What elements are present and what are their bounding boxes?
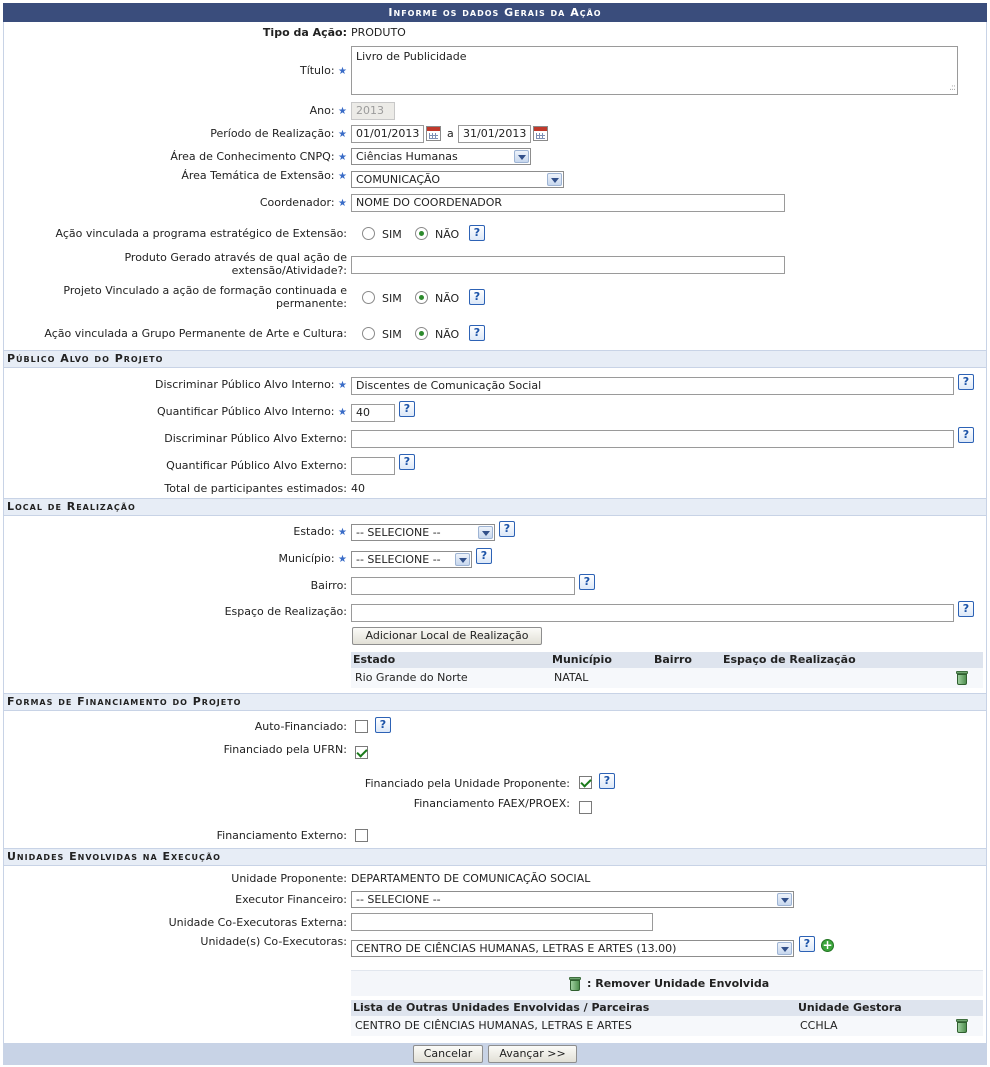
publico-interno-label: Discriminar Público Alvo Interno: ★ <box>155 378 347 391</box>
publico-externo-input[interactable] <box>351 430 954 448</box>
unidade-proponente-fin-label: Financiado pela Unidade Proponente: <box>364 777 570 790</box>
projeto-sim-text: SIM <box>382 292 402 305</box>
executor-select[interactable]: -- SELECIONE -- <box>351 891 794 908</box>
help-icon[interactable]: ? <box>399 401 415 417</box>
coexec-label: Unidade(s) Co-Executoras: <box>200 935 347 948</box>
legend-text: : Remover Unidade Envolvida <box>587 977 770 990</box>
trash-icon[interactable] <box>955 671 969 685</box>
required-star: ★ <box>338 198 347 209</box>
grupo-sim-radio[interactable] <box>362 327 375 340</box>
row-municipio: NATAL <box>554 671 589 684</box>
help-icon[interactable]: ? <box>958 374 974 390</box>
col-gestora: Unidade Gestora <box>798 1001 902 1014</box>
tipo-label: Tipo da Ação: <box>262 26 347 39</box>
qtd-interno-label: Quantificar Público Alvo Interno: ★ <box>156 405 347 418</box>
total-label: Total de participantes estimados: <box>164 482 347 495</box>
local-table-header <box>351 652 983 668</box>
ufrn-checkbox[interactable] <box>355 746 368 759</box>
projeto-label: Projeto Vinculado a ação de formação continuada e permanente: <box>63 284 347 310</box>
periodo-fim-input[interactable]: 31/01/2013 <box>458 125 531 143</box>
row-gestora: CCHLA <box>800 1019 838 1032</box>
trash-icon <box>568 977 582 991</box>
periodo-label: Período de Realização: ★ <box>210 127 347 140</box>
table-row <box>351 1016 983 1036</box>
tipo-value: PRODUTO <box>351 26 406 39</box>
bairro-input[interactable] <box>351 577 575 595</box>
proponente-label: Unidade Proponente: <box>231 872 347 885</box>
unidades-table-header <box>351 1000 983 1016</box>
legend-bar <box>351 970 983 996</box>
resize-grip-icon[interactable]: .:: <box>949 83 955 93</box>
section-publico: Público Alvo do Projeto <box>4 350 986 368</box>
espaco-input[interactable] <box>351 604 954 622</box>
coordenador-input[interactable]: NOME DO COORDENADOR <box>351 194 785 212</box>
form-caption: Informe os dados Gerais da Ação <box>3 3 987 22</box>
publico-interno-input[interactable]: Discentes de Comunicação Social <box>351 377 954 395</box>
faex-label: Financiamento FAEX/PROEX: <box>413 797 570 810</box>
externo-checkbox[interactable] <box>355 829 368 842</box>
required-star: ★ <box>338 171 347 182</box>
estado-label: Estado: ★ <box>293 525 347 538</box>
add-unit-icon[interactable]: + <box>822 938 833 952</box>
periodo-inicio-input[interactable]: 01/01/2013 <box>351 125 424 143</box>
cancel-button[interactable]: Cancelar <box>413 1045 483 1063</box>
ano-label: Ano: ★ <box>309 104 347 117</box>
chevron-down-icon[interactable] <box>455 553 470 566</box>
help-icon[interactable]: ? <box>399 454 415 470</box>
help-icon[interactable]: ? <box>599 773 615 789</box>
section-local: Local de Realização <box>4 498 986 516</box>
table-row <box>351 668 983 688</box>
adicionar-local-button[interactable]: Adicionar Local de Realização <box>352 627 542 645</box>
projeto-nao-radio[interactable] <box>415 291 428 304</box>
municipio-select[interactable]: -- SELECIONE -- <box>351 551 472 568</box>
col-bairro: Bairro <box>654 653 692 666</box>
col-lista: Lista de Outras Unidades Envolvidas / Parceiras <box>353 1001 650 1014</box>
area-tematica-label: Área Temática de Extensão: ★ <box>181 169 347 182</box>
required-star: ★ <box>338 129 347 140</box>
qtd-interno-input[interactable]: 40 <box>351 404 395 422</box>
area-cnpq-select[interactable]: Ciências Humanas <box>351 148 531 165</box>
help-icon[interactable]: ? <box>375 717 391 733</box>
externo-fin-label: Financiamento Externo: <box>216 829 347 842</box>
espaco-label: Espaço de Realização: <box>224 605 347 618</box>
produto-input[interactable] <box>351 256 785 274</box>
help-icon[interactable]: ? <box>958 601 974 617</box>
coexec-externa-input[interactable] <box>351 913 653 931</box>
help-icon[interactable]: ? <box>958 427 974 443</box>
grupo-nao-text: NÃO <box>435 328 460 341</box>
help-icon[interactable]: ? <box>499 521 515 537</box>
ufrn-label: Financiado pela UFRN: <box>223 743 347 756</box>
bairro-label: Bairro: <box>310 579 347 592</box>
publico-externo-label: Discriminar Público Alvo Externo: <box>164 432 347 445</box>
help-icon[interactable]: ? <box>469 289 485 305</box>
section-unidades: Unidades Envolvidas na Execução <box>4 848 986 866</box>
programa-sim-radio[interactable] <box>362 227 375 240</box>
help-icon[interactable]: ? <box>469 225 485 241</box>
auto-checkbox[interactable] <box>355 720 368 733</box>
periodo-separator: a <box>447 127 454 140</box>
grupo-nao-radio[interactable] <box>415 327 428 340</box>
proponente-value: DEPARTAMENTO DE COMUNICAÇÃO SOCIAL <box>351 872 591 885</box>
required-star: ★ <box>338 106 347 117</box>
estado-select[interactable]: -- SELECIONE -- <box>351 524 495 541</box>
programa-nao-radio[interactable] <box>415 227 428 240</box>
required-star: ★ <box>338 152 347 163</box>
help-icon[interactable]: ? <box>476 548 492 564</box>
qtd-externo-input[interactable] <box>351 457 395 475</box>
chevron-down-icon[interactable] <box>478 526 493 539</box>
chevron-down-icon[interactable] <box>777 942 792 955</box>
produto-label: Produto Gerado através de qual ação de extensão/Atividade?: <box>124 251 347 277</box>
help-icon[interactable]: ? <box>469 325 485 341</box>
titulo-label: Título: ★ <box>299 64 347 77</box>
programa-label: Ação vinculada a programa estratégico de Extensão: <box>55 227 347 240</box>
programa-sim-text: SIM <box>382 228 402 241</box>
projeto-sim-radio[interactable] <box>362 291 375 304</box>
grupo-label: Ação vinculada a Grupo Permanente de Arte e Cultura: <box>44 327 347 340</box>
trash-icon[interactable] <box>955 1019 969 1033</box>
faex-checkbox[interactable] <box>579 801 592 814</box>
coexec-externa-label: Unidade Co-Executoras Externa: <box>168 916 347 929</box>
coordenador-label: Coordenador: ★ <box>259 196 347 209</box>
section-financiamento: Formas de Financiamento do Projeto <box>4 693 986 711</box>
municipio-label: Município: ★ <box>278 552 347 565</box>
row-estado: Rio Grande do Norte <box>355 671 468 684</box>
next-button[interactable]: Avançar >> <box>488 1045 577 1063</box>
help-icon[interactable]: ? <box>579 574 595 590</box>
chevron-down-icon[interactable] <box>547 173 562 186</box>
grupo-sim-text: SIM <box>382 328 402 341</box>
area-cnpq-label: Área de Conhecimento CNPQ: ★ <box>170 150 347 163</box>
total-value: 40 <box>351 482 365 495</box>
chevron-down-icon[interactable] <box>777 893 792 906</box>
chevron-down-icon[interactable] <box>514 150 529 163</box>
auto-label: Auto-Financiado: <box>254 720 347 733</box>
col-municipio: Município <box>552 653 612 666</box>
programa-nao-text: NÃO <box>435 228 460 241</box>
ano-input: 2013 <box>351 102 395 120</box>
executor-label: Executor Financeiro: <box>235 893 347 906</box>
required-star: ★ <box>338 380 347 391</box>
titulo-textarea[interactable]: Livro de Publicidade .:: <box>351 46 958 95</box>
unidade-proponente-checkbox[interactable] <box>579 776 592 789</box>
calendar-icon[interactable] <box>533 126 548 141</box>
coexec-select[interactable]: CENTRO DE CIÊNCIAS HUMANAS, LETRAS E ARTES (13.00) <box>351 940 794 957</box>
help-icon[interactable]: ? <box>799 936 815 952</box>
required-star: ★ <box>338 66 347 77</box>
col-espaco: Espaço de Realização <box>723 653 856 666</box>
required-star: ★ <box>338 527 347 538</box>
required-star: ★ <box>338 554 347 565</box>
projeto-nao-text: NÃO <box>435 292 460 305</box>
col-estado: Estado <box>353 653 396 666</box>
row-unidade: CENTRO DE CIÊNCIAS HUMANAS, LETRAS E ARTES <box>355 1019 632 1032</box>
qtd-externo-label: Quantificar Público Alvo Externo: <box>166 459 347 472</box>
calendar-icon[interactable] <box>426 126 441 141</box>
area-tematica-select[interactable]: COMUNICAÇÃO <box>351 171 564 188</box>
required-star: ★ <box>338 407 347 418</box>
